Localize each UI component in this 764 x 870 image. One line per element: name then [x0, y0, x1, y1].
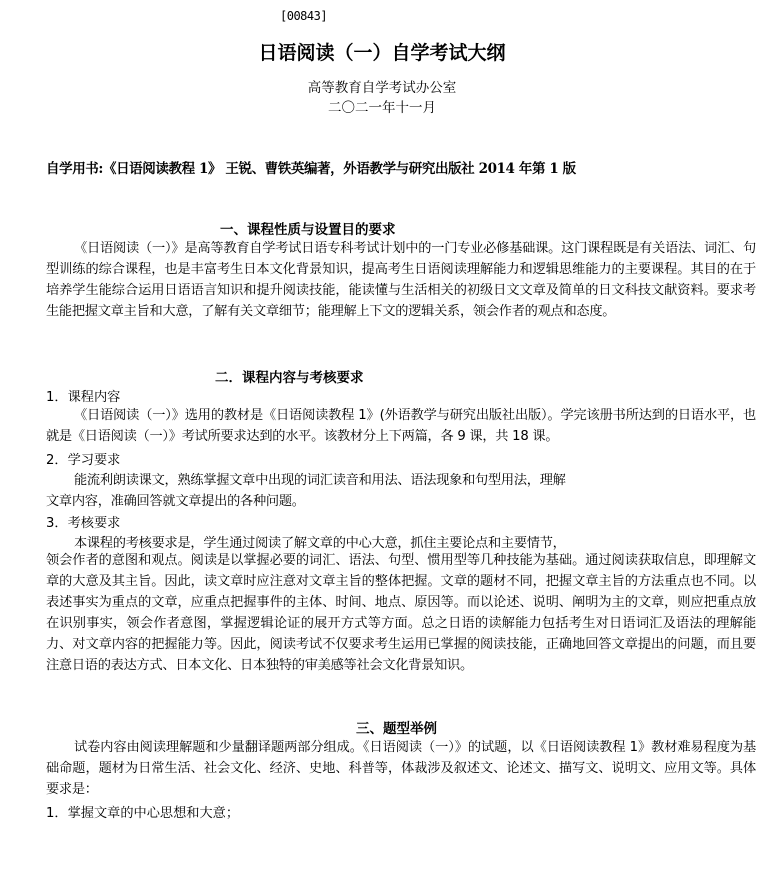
issue-date: 二〇二一年十一月	[328, 100, 436, 116]
section3-item1: 1．掌握文章的中心思想和大意；	[46, 806, 240, 821]
section2-item1-title: 1．课程内容	[46, 390, 121, 405]
section3-heading: 三、题型举例	[356, 721, 437, 737]
section1-paragraph: 《日语阅读（一）》是高等教育自学考试日语专科考试计划中的一门专业必修基础课。这门课程既是有关语法、词汇、句型训练的综合课程，也是丰富考生日本文化背景知识，提高考生日语阅读理解能力和逻辑思维能力的主要课程。其目的在于培养学生能综合运用日语语言知识和提升阅读技能，能读懂与生活相关的初级日文文章及简单的日文科技文献资料。要求考生能把握文章主旨和大意，了解有关文章细节；能理解上下文的逻辑关系，领会作者的观点和态度。	[46, 241, 756, 319]
section2-item3-line1: 本课程的考核要求是，学生通过阅读了解文章的中心大意，抓住主要论点和主要情节，	[74, 536, 566, 551]
section1-heading: 一、课程性质与设置目的要求	[220, 222, 396, 238]
course-code: [00843]	[280, 9, 328, 23]
section2-item2-line1: 能流利朗读课文，熟练掌握文章中出现的词汇读音和用法、语法现象和句型用法，理解	[74, 473, 566, 488]
section2-item3-text: 领会作者的意图和观点。阅读是以掌握必要的词汇、语法、句型、惯用型等几种技能为基础。通过阅读获取信息，即理解文章的大意及其主旨。因此，读文章时应注意对文章主旨的整体把握。文章的题材不同，把握文章主旨的方法重点也不同。以表述事实为重点的文章，应重点把握事件的主体、时间、地点、原因等。而以论述、说明、阐明为主的文章，则应把重点放在识别事实，领会作者意图，掌握逻辑论证的展开方式等方面。总之日语的读解能力包括考生对日语词汇及语法的理解能力、对文章内容的把握能力等。因此，阅读考试不仅要求考生运用已掌握的阅读技能，正确地回答文章提出的问题，而且要注意日语的表达方式、日本文化、日本独特的审美感等社会文化背景知识。	[46, 553, 756, 673]
section3-paragraph: 试卷内容由阅读理解题和少量翻译题两部分组成。《日语阅读（一）》的试题，以《日语阅读教程 1》教材难易程度为基础命题，题材为日常生活、社会文化、经济、史地、科普等，体裁涉及叙述文、论述文、描写文、说明文、应用文等。具体要求是：	[46, 740, 756, 797]
section2-heading: 二．课程内容与考核要求	[215, 370, 364, 386]
section2-item1-text: 《日语阅读（一）》选用的教材是《日语阅读教程 1》(外语教学与研究出版社出版）。学完该册书所达到的日语水平，也就是《日语阅读（一）》考试所要求达到的水平。该教材分上下两篇，各 9 课，共 18 课。	[46, 408, 756, 444]
section2-item3-title: 3．考核要求	[46, 516, 121, 531]
page-title: 日语阅读（一）自学考试大纲	[258, 42, 506, 64]
issuing-office: 高等教育自学考试办公室	[307, 80, 457, 96]
textbook-info: 自学用书:《日语阅读教程 1》 王锐、曹铁英编著，外语教学与研究出版社 2014 年第 1 版	[46, 161, 576, 177]
section2-item2-title: 2．学习要求	[46, 453, 121, 468]
section2-item2-line2: 文章内容，准确回答就文章提出的各种问题。	[46, 494, 305, 509]
